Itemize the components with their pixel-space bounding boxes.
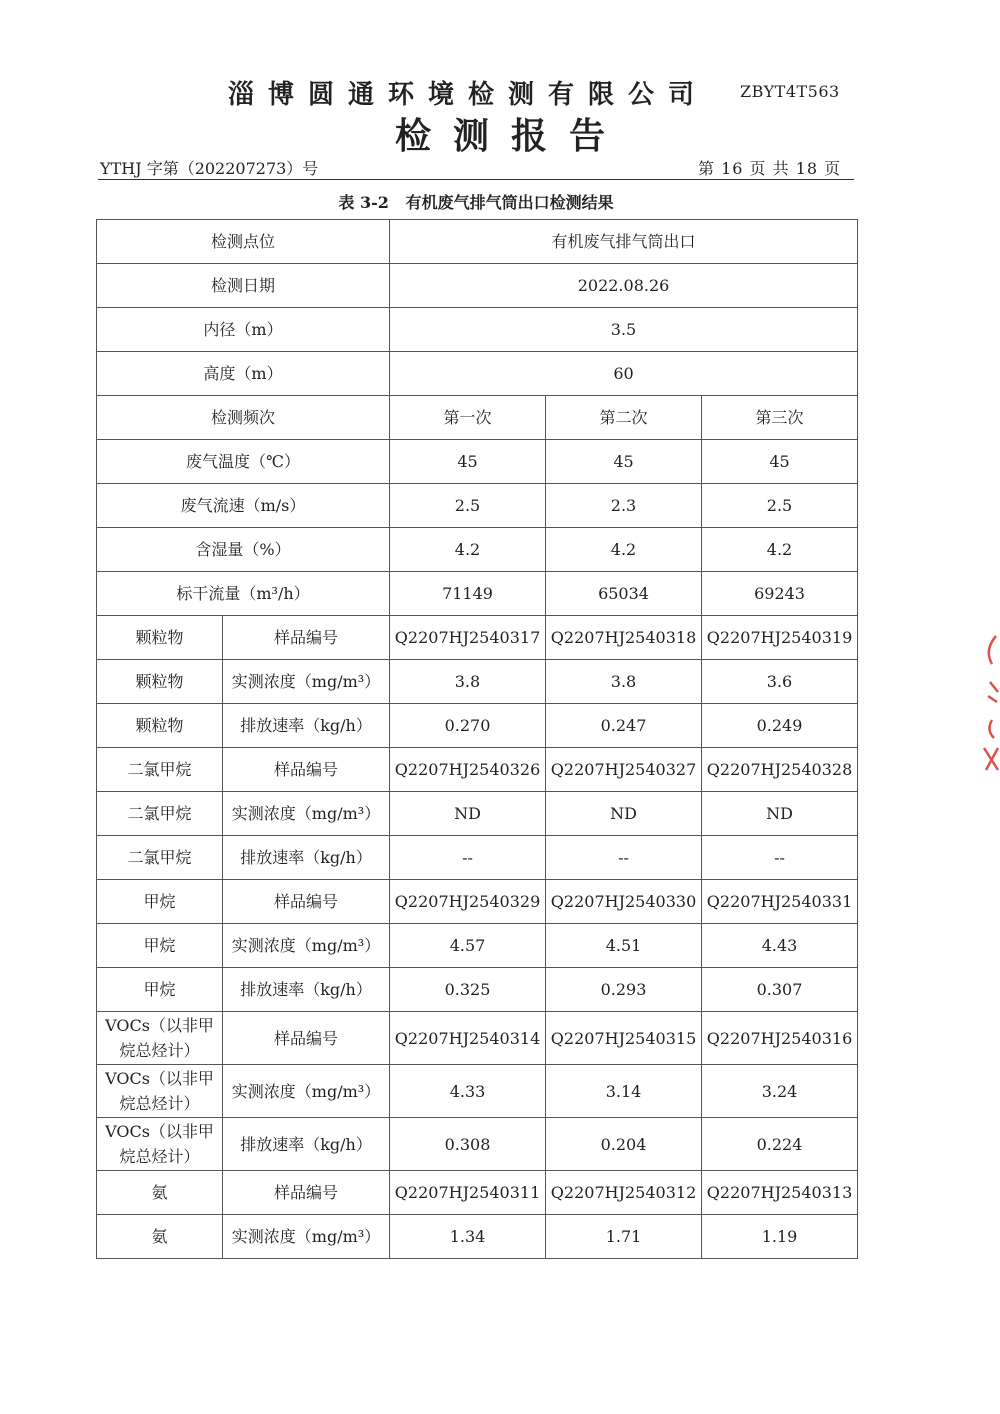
measurement-item: 排放速率（kg/h） <box>223 704 390 748</box>
table-row <box>97 748 858 792</box>
measurement-item: 实测浓度（mg/m³） <box>223 792 390 836</box>
report-number: YTHJ 字第（202207273）号 <box>100 159 319 178</box>
table-row <box>97 572 858 616</box>
measurement-value: Q2207HJ2540318 <box>546 616 702 660</box>
company-code: ZBYT4T563 <box>740 82 840 101</box>
measurement-value: 0.270 <box>390 704 546 748</box>
company-name: 淄博圆通环境检测有限公司 <box>228 80 709 110</box>
parameter-label: 含湿量（%） <box>97 528 390 572</box>
measurement-value: 4.43 <box>702 924 858 968</box>
measurement-value: Q2207HJ2540313 <box>702 1171 858 1215</box>
table-row <box>97 924 858 968</box>
measurement-value: ND <box>702 792 858 836</box>
parameter-value: 2.5 <box>702 484 858 528</box>
info-label: 内径（m） <box>97 308 390 352</box>
parameter-label: 废气流速（m/s） <box>97 484 390 528</box>
table-row <box>97 616 858 660</box>
frequency-value: 第二次 <box>546 396 702 440</box>
measurement-item: 实测浓度（mg/m³） <box>223 1065 390 1118</box>
measurement-value: 3.24 <box>702 1065 858 1118</box>
stamp-edge-icon <box>978 630 1000 780</box>
parameter-value: 71149 <box>390 572 546 616</box>
pollutant-name: VOCs（以非甲烷总烃计） <box>97 1118 223 1171</box>
table-row <box>97 264 858 308</box>
info-value: 2022.08.26 <box>390 264 858 308</box>
parameter-value: 45 <box>390 440 546 484</box>
pollutant-name: 颗粒物 <box>97 616 223 660</box>
frequency-value: 第三次 <box>702 396 858 440</box>
page-number: 第 16 页 共 18 页 <box>698 159 842 178</box>
measurement-item: 样品编号 <box>223 1012 390 1065</box>
frequency-label: 检测频次 <box>97 396 390 440</box>
table-row <box>97 220 858 264</box>
info-label: 高度（m） <box>97 352 390 396</box>
measurement-item: 样品编号 <box>223 880 390 924</box>
table-row <box>97 1215 858 1259</box>
table-row <box>97 1118 858 1171</box>
parameter-value: 4.2 <box>702 528 858 572</box>
table-row <box>97 704 858 748</box>
company-header <box>0 72 1000 112</box>
measurement-item: 排放速率（kg/h） <box>223 836 390 880</box>
parameter-value: 45 <box>546 440 702 484</box>
measurement-value: 4.57 <box>390 924 546 968</box>
info-label: 检测点位 <box>97 220 390 264</box>
parameter-value: 69243 <box>702 572 858 616</box>
measurement-value: ND <box>390 792 546 836</box>
measurement-value: 0.204 <box>546 1118 702 1171</box>
table-row <box>97 484 858 528</box>
table-row <box>97 1012 858 1065</box>
table-row <box>97 1171 858 1215</box>
frequency-value: 第一次 <box>390 396 546 440</box>
report-title: 检测报告 <box>394 115 627 157</box>
table-row <box>97 660 858 704</box>
measurement-item: 样品编号 <box>223 616 390 660</box>
measurement-value: 3.14 <box>546 1065 702 1118</box>
measurement-value: Q2207HJ2540311 <box>390 1171 546 1215</box>
info-value: 有机废气排气筒出口 <box>390 220 858 264</box>
measurement-item: 实测浓度（mg/m³） <box>223 660 390 704</box>
pollutant-name: 甲烷 <box>97 968 223 1012</box>
table-row <box>97 880 858 924</box>
measurement-item: 样品编号 <box>223 748 390 792</box>
measurement-value: Q2207HJ2540327 <box>546 748 702 792</box>
table-row <box>97 1065 858 1118</box>
measurement-value: ND <box>546 792 702 836</box>
measurement-value: 3.6 <box>702 660 858 704</box>
measurement-value: Q2207HJ2540316 <box>702 1012 858 1065</box>
measurement-value: Q2207HJ2540315 <box>546 1012 702 1065</box>
table-row <box>97 792 858 836</box>
parameter-value: 2.5 <box>390 484 546 528</box>
pollutant-name: 甲烷 <box>97 924 223 968</box>
table-row <box>97 396 858 440</box>
pollutant-name: 颗粒物 <box>97 660 223 704</box>
measurement-value: 0.247 <box>546 704 702 748</box>
measurement-value: 1.19 <box>702 1215 858 1259</box>
parameter-value: 4.2 <box>546 528 702 572</box>
measurement-value: 0.224 <box>702 1118 858 1171</box>
measurement-value: Q2207HJ2540330 <box>546 880 702 924</box>
measurement-value: 0.249 <box>702 704 858 748</box>
pollutant-name: VOCs（以非甲烷总烃计） <box>97 1012 223 1065</box>
measurement-value: 4.33 <box>390 1065 546 1118</box>
results-table-body <box>97 220 858 1259</box>
measurement-value: Q2207HJ2540326 <box>390 748 546 792</box>
measurement-value: Q2207HJ2540329 <box>390 880 546 924</box>
parameter-label: 标干流量（m³/h） <box>97 572 390 616</box>
measurement-value: Q2207HJ2540312 <box>546 1171 702 1215</box>
measurement-item: 实测浓度（mg/m³） <box>223 1215 390 1259</box>
measurement-item: 实测浓度（mg/m³） <box>223 924 390 968</box>
pollutant-name: 氨 <box>97 1215 223 1259</box>
pollutant-name: 颗粒物 <box>97 704 223 748</box>
measurement-value: 0.308 <box>390 1118 546 1171</box>
measurement-value: Q2207HJ2540328 <box>702 748 858 792</box>
measurement-value: 3.8 <box>390 660 546 704</box>
measurement-value: 0.325 <box>390 968 546 1012</box>
parameter-value: 2.3 <box>546 484 702 528</box>
info-label: 检测日期 <box>97 264 390 308</box>
measurement-value: Q2207HJ2540319 <box>702 616 858 660</box>
measurement-value: 4.51 <box>546 924 702 968</box>
info-value: 3.5 <box>390 308 858 352</box>
pollutant-name: 二氯甲烷 <box>97 792 223 836</box>
header-divider <box>98 179 854 180</box>
table-row <box>97 528 858 572</box>
pollutant-name: 氨 <box>97 1171 223 1215</box>
measurement-value: 1.71 <box>546 1215 702 1259</box>
pollutant-name: VOCs（以非甲烷总烃计） <box>97 1065 223 1118</box>
pollutant-name: 二氯甲烷 <box>97 748 223 792</box>
measurement-value: -- <box>546 836 702 880</box>
measurement-value: 0.307 <box>702 968 858 1012</box>
measurement-value: -- <box>702 836 858 880</box>
parameter-label: 废气温度（℃） <box>97 440 390 484</box>
pollutant-name: 二氯甲烷 <box>97 836 223 880</box>
measurement-value: Q2207HJ2540314 <box>390 1012 546 1065</box>
table-row <box>97 440 858 484</box>
parameter-value: 45 <box>702 440 858 484</box>
measurement-value: Q2207HJ2540317 <box>390 616 546 660</box>
measurement-value: 3.8 <box>546 660 702 704</box>
pollutant-name: 甲烷 <box>97 880 223 924</box>
measurement-item: 排放速率（kg/h） <box>223 968 390 1012</box>
parameter-value: 4.2 <box>390 528 546 572</box>
table-row <box>97 308 858 352</box>
info-value: 60 <box>390 352 858 396</box>
measurement-value: 0.293 <box>546 968 702 1012</box>
measurement-value: -- <box>390 836 546 880</box>
measurement-item: 排放速率（kg/h） <box>223 1118 390 1171</box>
measurement-item: 样品编号 <box>223 1171 390 1215</box>
measurement-value: Q2207HJ2540331 <box>702 880 858 924</box>
parameter-value: 65034 <box>546 572 702 616</box>
table-row <box>97 836 858 880</box>
results-table <box>96 219 858 1259</box>
table-caption: 表 3-2 有机废气排气筒出口检测结果 <box>338 193 614 212</box>
table-row <box>97 968 858 1012</box>
table-row <box>97 352 858 396</box>
measurement-value: 1.34 <box>390 1215 546 1259</box>
